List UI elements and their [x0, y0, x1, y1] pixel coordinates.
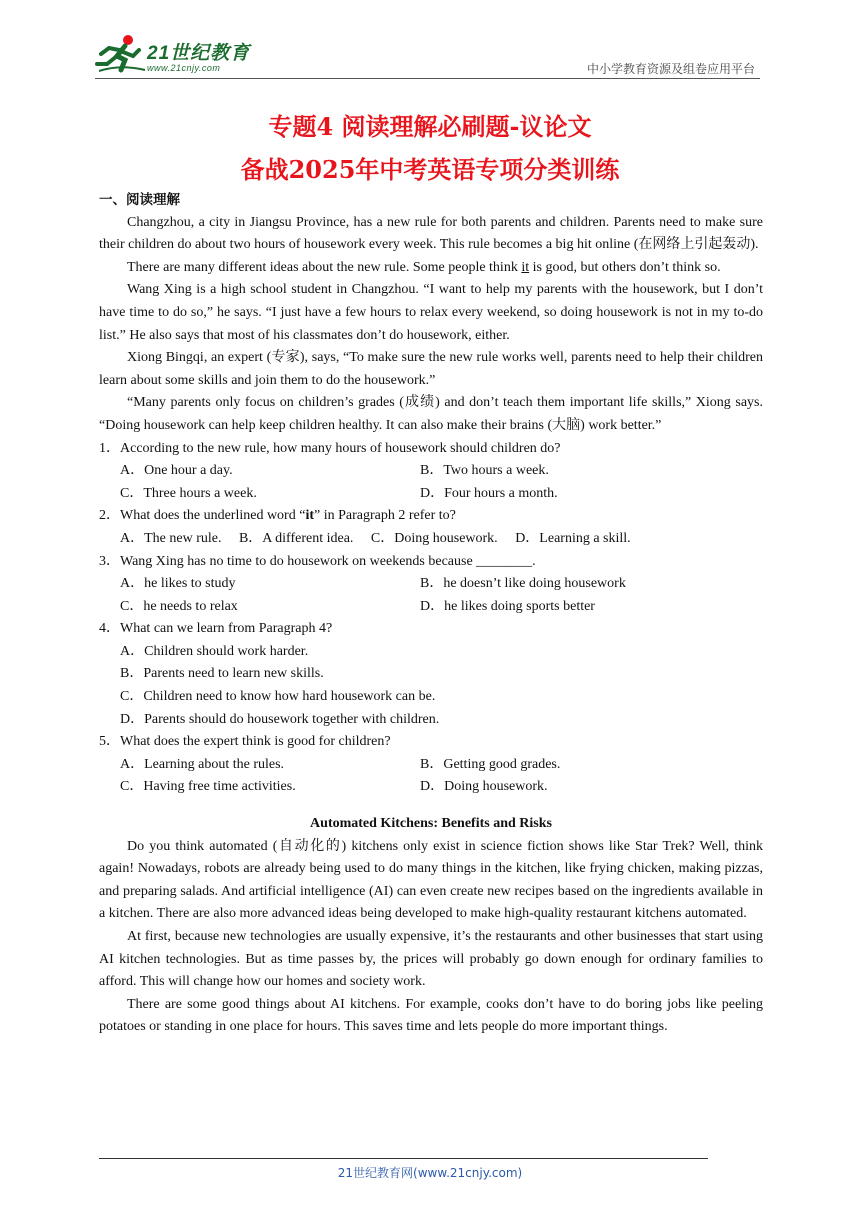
- question-2: [99, 505, 763, 528]
- question-3-options-row-1: [99, 573, 763, 596]
- platform-name: 中小学教育资源及组卷应用平台: [586, 62, 755, 76]
- site-logo[interactable]: [95, 32, 265, 78]
- logo-url: www.21cnjy.com: [147, 63, 221, 73]
- option[interactable]: C．Having free time activities.: [120, 779, 296, 795]
- option[interactable]: C．Doing housework.: [370, 530, 498, 546]
- option[interactable]: B．A different idea.: [238, 530, 354, 546]
- footer-divider: [99, 1158, 708, 1159]
- option[interactable]: A．One hour a day.: [120, 463, 233, 479]
- option[interactable]: C．he needs to relax: [120, 598, 238, 614]
- passage-2-paragraph-1: Do you think automated (自动化的) kitchens only exist in science fiction shows like Star Trek? Well, think again! Nowadays, robots are already being used to do many things in the kitchen, like frying chicken, making pizzas, and preparing salads. And artificial intelligence (AI) can even create new recipes based on the ingredients available in a kitchen. There are also more advanced ideas being developed to make high-quality restaurant kitchens automated.: [99, 838, 763, 922]
- question-3: 3．Wang Xing has no time to do housework on weekends because ________.: [99, 553, 536, 569]
- question-1-options-row-2: [99, 483, 763, 506]
- question-1-options-row-1: [99, 460, 763, 483]
- paragraph-2: [99, 257, 763, 280]
- paragraph-1: Changzhou, a city in Jiangsu Province, has a new rule for both parents and children. Parents need to make sure their children do about two hours of housework every week. This rule becomes a big hit online (在网络上引起轰动).: [99, 214, 763, 253]
- underlined-word: it: [521, 259, 530, 275]
- paragraph-4: Xiong Bingqi, an expert (专家), says, “To make sure the new rule works well, parents need to help their children learn about some skills and join them to do the housework.”: [99, 350, 763, 388]
- option[interactable]: B．he doesn’t like doing housework: [420, 576, 626, 592]
- document-body: [99, 189, 763, 1039]
- header-divider: [95, 78, 760, 79]
- option[interactable]: A．Learning about the rules.: [120, 756, 285, 772]
- page-header: [95, 32, 760, 78]
- option[interactable]: A．The new rule.: [120, 530, 222, 546]
- passage-2-paragraph-2: At first, because new technologies are usually expensive, it’s the restaurants and other businesses that start using AI kitchen technologies. But as time passes by, the prices will probably go down enough for ordinary families to afford. This will change how our homes and society work.: [99, 929, 763, 990]
- question-5-options-row-2: [99, 776, 763, 799]
- option[interactable]: C．Children need to know how hard housework can be.: [120, 689, 436, 705]
- option[interactable]: D．Parents should do housework together with children.: [120, 711, 440, 727]
- question-2-text-b: ” in Paragraph 2 refer to?: [314, 508, 456, 524]
- question-5-options-row-1: [99, 754, 763, 777]
- question-2-bold-word: it: [305, 508, 315, 524]
- option[interactable]: D．Doing housework.: [420, 779, 548, 795]
- option[interactable]: D．Four hours a month.: [420, 485, 558, 501]
- paragraph-3: Wang Xing is a high school student in Changzhou. “I want to help my parents with the housework, but I don’t have time to do so,” he says. “I just have a few hours to relax every weekend, so doing housework is not in my to-do list.” He also says that most of his classmates don’t do housework, either.: [99, 282, 763, 343]
- document-title: 专题4 阅读理解必刷题-议论文: [268, 112, 592, 141]
- option[interactable]: B．Getting good grades.: [420, 756, 561, 772]
- option[interactable]: D．he likes doing sports better: [420, 598, 595, 614]
- footer-link[interactable]: 21世纪教育网(www.21cnjy.com): [337, 1166, 523, 1180]
- paragraph-2-text-b: is good, but others don’t think so.: [529, 259, 721, 275]
- question-4: 4．What can we learn from Paragraph 4?: [99, 621, 333, 637]
- document-subtitle: 备战2025年中考英语专项分类训练: [240, 155, 620, 184]
- question-2-text-a: 2．What does the underlined word “: [99, 508, 306, 524]
- option[interactable]: A．Children should work harder.: [120, 643, 309, 659]
- passage-2-title: Automated Kitchens: Benefits and Risks: [310, 816, 552, 832]
- question-5: 5．What does the expert think is good for children?: [99, 734, 391, 750]
- paragraph-5: “Many parents only focus on children’s grades (成绩) and don’t teach them important life skills,” Xiong says. “Doing housework can help keep children healthy. It can also make their brains (大脑) work better.”: [99, 395, 763, 433]
- option[interactable]: D．Learning a skill.: [515, 530, 631, 546]
- section-heading: 一、阅读理解: [99, 192, 180, 208]
- option[interactable]: B．Two hours a week.: [420, 463, 549, 479]
- paragraph-2-text-a: There are many different ideas about the new rule. Some people think: [127, 259, 522, 275]
- runner-logo-icon: [95, 34, 147, 74]
- option[interactable]: A．he likes to study: [120, 576, 236, 592]
- option[interactable]: C．Three hours a week.: [120, 485, 257, 501]
- question-1: 1．According to the new rule, how many hours of housework should children do?: [99, 440, 561, 456]
- option[interactable]: B．Parents need to learn new skills.: [120, 666, 324, 682]
- question-2-options: [99, 528, 763, 551]
- logo-text: 21世纪教育: [147, 43, 251, 64]
- question-3-options-row-2: [99, 596, 763, 619]
- passage-2-paragraph-3: There are some good things about AI kitchens. For example, cooks don’t have to do boring jobs like peeling potatoes or standing in one place for hours. This saves time and lets people do more important things.: [99, 996, 763, 1035]
